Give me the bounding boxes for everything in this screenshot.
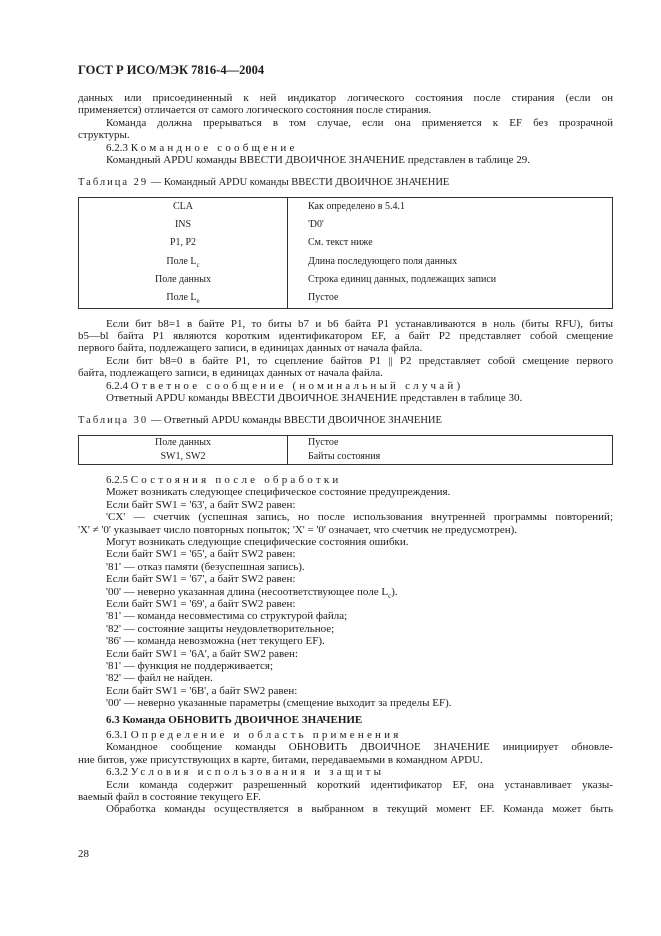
table-30-caption — [78, 415, 613, 427]
field-name: Поле L — [166, 292, 197, 304]
table-cell-desc: Строка единиц данных, подлежащих записи — [288, 271, 613, 289]
text-line: '81' — функция не поддерживается; — [106, 659, 274, 672]
table-cell-desc: Пустое — [288, 289, 613, 308]
section-title: Ответное сообщение (номинальный случай) — [130, 379, 464, 392]
text-line: Если байт SW1 = '63', а байт SW2 равен: — [106, 498, 296, 511]
text-line: 'CX' — счетчик (успешная запись, но после использования внутренней программы повторений; — [106, 511, 613, 524]
text-line: '81' — команда несовместима со структурой файла; — [106, 610, 348, 623]
table-cell-field — [79, 289, 288, 308]
table-cell-field: INS — [79, 216, 288, 234]
section-heading-6-2-3 — [78, 142, 613, 154]
document-header: ГОСТ Р ИСО/МЭК 7816-4—2004 — [78, 63, 265, 77]
text-line: Если байт SW1 = '6B', а байт SW2 равен: — [106, 684, 298, 697]
table-cell-field: Поле данных — [79, 271, 288, 289]
section-title: Командное сообщение — [130, 141, 298, 154]
table-30 — [78, 435, 613, 465]
text-fragment: ). — [391, 585, 398, 598]
text-line: Если байт SW1 = '67', а байт SW2 равен: — [106, 573, 296, 586]
text-line: 'X' ≠ '0' указывает число повторных попыток; 'X' = '0' означает, что счетчик не предусмотрен). — [78, 523, 518, 536]
section-heading-6-3-2 — [78, 766, 613, 778]
table-row — [79, 253, 613, 271]
text-fragment: '00' — неверно указанная длина (несоответствующее поле L — [106, 585, 389, 598]
section-number: 6.2.3 — [106, 141, 128, 154]
table-29 — [78, 197, 613, 309]
text-line: Обработка команды осуществляется в выбранном в текущий момент EF. Команда может быть — [106, 803, 613, 816]
text-line: '82' — состояние защиты неудовлетворительное; — [106, 622, 335, 635]
table-cell-field — [79, 253, 288, 271]
section-heading-6-2-4 — [78, 380, 613, 392]
section-number: 6.2.4 — [106, 379, 128, 392]
table-cell-field: P1, P2 — [79, 234, 288, 252]
text-line: Может возникать следующее специфическое состояние предупреждения. — [106, 486, 451, 499]
field-subscript: c — [196, 260, 200, 269]
text-line: первого байта, подлежащего записи, в единицах данных от начала файла. — [78, 342, 423, 355]
text-line: структуры. — [78, 129, 130, 142]
table-cell-desc: Байты состояния — [288, 450, 613, 465]
text-line: '82' — файл не найден. — [106, 672, 213, 685]
text-subscript: c — [388, 591, 392, 600]
table-cell-desc: Как определено в 5.4.1 — [288, 197, 613, 216]
text-line: Если байт SW1 = '6A', а байт SW2 равен: — [106, 647, 298, 660]
table-cell-desc: См. текст ниже — [288, 234, 613, 252]
text-line: Если байт SW1 = '65', а байт SW2 равен: — [106, 548, 296, 561]
section-heading-6-3 — [78, 714, 613, 726]
section-title: Состояния после обработки — [130, 473, 342, 486]
section-number: 6.3.2 — [106, 766, 128, 779]
section-heading-6-2-5 — [78, 474, 613, 486]
text-line: ние битов, уже присутствующих в карте, битами, передаваемыми в командном APDU. — [78, 753, 483, 766]
field-subscript: e — [196, 297, 200, 306]
table-cell-field: SW1, SW2 — [79, 450, 288, 465]
text-line: Командное сообщение команды ОБНОВИТЬ ДВОИЧНОЕ ЗНАЧЕНИЕ инициирует обновле- — [106, 741, 613, 754]
section-title: Команда ОБНОВИТЬ ДВОИЧНОЕ ЗНАЧЕНИЕ — [122, 713, 363, 726]
text-line: данных или присоединенный к ней индикатор логического состояния после стирания (если он — [78, 92, 613, 104]
table-cell-desc: 'D0' — [288, 216, 613, 234]
section-title: Определение и область применения — [130, 729, 402, 741]
section-number: 6.3.1 — [106, 729, 128, 741]
caption-label: Таблица 30 — [78, 415, 149, 427]
table-29-caption — [78, 177, 613, 189]
section-heading-6-3-1 — [78, 729, 613, 741]
text-line: байта, подлежащего записи, в единицах данных от начала файла. — [78, 367, 383, 380]
text-line: Ответный APDU команды ВВЕСТИ ДВОИЧНОЕ ЗНАЧЕНИЕ представлен в таблице 30. — [106, 392, 523, 405]
text-line: Командный APDU команды ВВЕСТИ ДВОИЧНОЕ ЗНАЧЕНИЕ представлен в таблице 29. — [106, 154, 530, 167]
table-row — [79, 289, 613, 308]
text-line: Если бит b8=1 в байте P1, то биты b7 и b6 байта P1 устанавливаются в ноль (биты RFU), биты — [106, 317, 613, 330]
field-name: Поле L — [166, 255, 197, 267]
text-line: '86' — команда невозможна (нет текущего EF). — [106, 635, 325, 648]
caption-text: — Командный APDU команды ВВЕСТИ ДВОИЧНОЕ ЗНАЧЕНИЕ — [148, 177, 450, 189]
table-row — [79, 435, 613, 450]
table-row — [79, 216, 613, 234]
text-line: Если команда содержит разрешенный короткий идентификатор EF, она устанавливает указы- — [106, 778, 613, 791]
section-title: Условия использования и защиты — [130, 766, 385, 779]
text-line: применяется) отличается от самого логического состояния после стирания. — [78, 104, 432, 117]
caption-text: — Ответный APDU команды ВВЕСТИ ДВОИЧНОЕ ЗНАЧЕНИЕ — [148, 415, 442, 427]
text-line: ваемый файл в состояние текущего EF. — [78, 791, 261, 804]
table-row — [79, 234, 613, 252]
document-body — [78, 92, 613, 816]
text-line: Команда должна прерываться в том случае, если она применяется к EF без прозрачной — [106, 116, 613, 129]
text-line: '00' — неверно указанные параметры (смещение выходит за пределы EF). — [106, 697, 452, 710]
section-number: 6.2.5 — [106, 473, 128, 486]
table-cell-desc: Длина последующего поля данных — [288, 253, 613, 271]
caption-label: Таблица 29 — [78, 177, 149, 189]
text-line: Могут возникать следующие специфические состояния ошибки. — [106, 535, 409, 548]
table-row — [79, 271, 613, 289]
table-row — [79, 450, 613, 465]
table-cell-field: CLA — [79, 197, 288, 216]
text-line: Если байт SW1 = '69', а байт SW2 равен: — [106, 597, 296, 610]
text-line: b5—bl байта P1 являются коротким идентификатором EF, а байт P2 представляет собой смещение — [78, 330, 613, 343]
table-row — [79, 197, 613, 216]
text-line — [78, 586, 613, 598]
table-cell-field: Поле данных — [79, 435, 288, 450]
table-cell-desc: Пустое — [288, 435, 613, 450]
section-number: 6.3 — [106, 713, 120, 726]
page-number: 28 — [78, 848, 89, 860]
text-line: '81' — отказ памяти (безуспешная запись). — [106, 560, 305, 573]
text-line: Если бит b8=0 в байте P1, то сцепление байтов P1 || P2 представляет собой смещение первого — [106, 354, 613, 367]
